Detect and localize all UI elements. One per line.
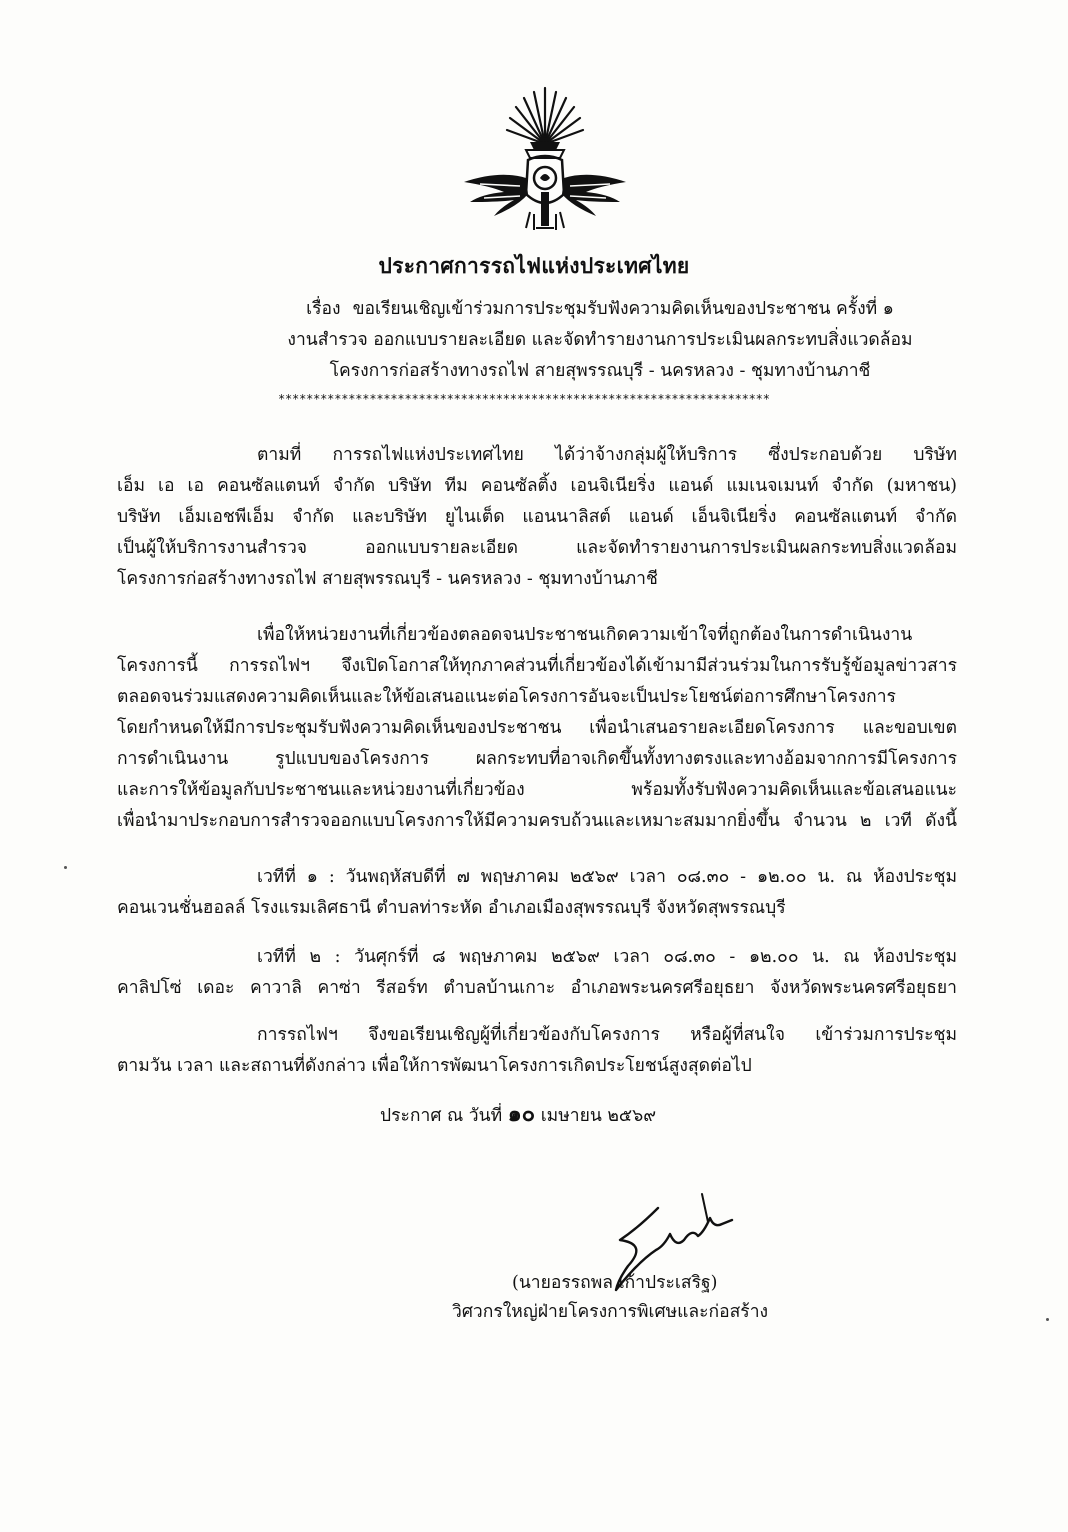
divider-stars: ********************************************************************** xyxy=(278,392,770,406)
paragraph-line: เอ็ม เอ เอ คอนซัลแตนท์ จำกัด บริษัท ทีม คอนซัลติ้ง เอนจิเนียริ่ง แอนด์ แมเนจเมนท์ จำกัด (มหาชน) xyxy=(117,476,957,496)
subject-line-2: งานสำรวจ ออกแบบรายละเอียด และจัดทำรายงานการประเมินผลกระทบสิ่งแวดล้อม xyxy=(287,330,913,350)
subject-prefix: เรื่อง xyxy=(306,299,341,319)
paragraph-line: ตามที่ การรถไฟแห่งประเทศไทย ได้ว่าจ้างกลุ่มผู้ให้บริการ ซึ่งประกอบด้วย บริษัท xyxy=(257,445,957,465)
page-title: ประกาศการรถไฟแห่งประเทศไทย xyxy=(378,253,690,278)
paragraph-line: การดำเนินงาน รูปแบบของโครงการ ผลกระทบที่อาจเกิดขึ้นทั้งทางตรงและทางอ้อมจากการมีโครงการ xyxy=(117,749,957,769)
scan-speck xyxy=(1046,1318,1049,1321)
paragraph-line: บริษัท เอ็มเอชพีเอ็ม จำกัด และบริษัท ยูไนเต็ด แอนนาลิสต์ แอนด์ เอ็นจิเนียริ่ง คอนซัลแตนท์ จำกัด xyxy=(117,507,957,527)
state-railway-of-thailand-emblem-icon xyxy=(460,82,630,237)
subject-line-1-text: ขอเรียนเชิญเข้าร่วมการประชุมรับฟังความคิดเห็นของประชาชน ครั้งที่ ๑ xyxy=(352,299,894,319)
signer-name: (นายอรรถพล เก้าประเสริฐ) xyxy=(512,1273,718,1293)
paragraph-line: โดยกำหนดให้มีการประชุมรับฟังความคิดเห็นของประชาชน เพื่อนำเสนอรายละเอียดโครงการ และขอบเขต xyxy=(117,718,957,738)
announcement-prefix: ประกาศ ณ วันที่ xyxy=(380,1106,503,1126)
session-line: เวทีที่ ๑ : วันพฤหัสบดีที่ ๗ พฤษภาคม ๒๕๖๙ เวลา ๐๘.๓๐ - ๑๒.๐๐ น. ณ ห้องประชุม xyxy=(257,867,957,887)
paragraph-line: เพื่อให้หน่วยงานที่เกี่ยวข้องตลอดจนประชาชนเกิดความเข้าใจที่ถูกต้องในการดำเนินงาน xyxy=(257,625,913,645)
session-2 xyxy=(117,942,957,1004)
announcement-month-year: เมษายน ๒๕๖๙ xyxy=(540,1106,657,1126)
paragraph-line: เป็นผู้ให้บริการงานสำรวจ ออกแบบรายละเอียด และจัดทำรายงานการประเมินผลกระทบสิ่งแวดล้อม xyxy=(117,538,957,558)
scan-speck xyxy=(64,866,67,869)
subject-block xyxy=(240,294,960,387)
signer-position: วิศวกรใหญ่ฝ่ายโครงการพิเศษและก่อสร้าง xyxy=(452,1302,769,1322)
paragraph-line: ตลอดจนร่วมแสดงความคิดเห็นและให้ข้อเสนอแนะต่อโครงการอันจะเป็นประโยชน์ต่อการศึกษาโครงการ xyxy=(117,687,896,707)
session-line: คาลิปโซ่ เดอะ คาวาลิ คาซ่า รีสอร์ท ตำบลบ้านเกาะ อำเภอพระนครศรีอยุธยา จังหวัดพระนครศรีอยุธยา xyxy=(117,978,957,998)
paragraph-line: โครงการนี้ การรถไฟฯ จึงเปิดโอกาสให้ทุกภาคส่วนที่เกี่ยวข้องได้เข้ามามีส่วนร่วมในการรับรู้ข้อมูลข่าวสาร xyxy=(117,656,957,676)
paragraph-2 xyxy=(117,620,957,837)
closing-paragraph xyxy=(117,1020,957,1082)
announcement-day: ๑๐ xyxy=(507,1101,536,1127)
subject-line-3: โครงการก่อสร้างทางรถไฟ สายสุพรรณบุรี - นครหลวง - ชุมทางบ้านภาชี xyxy=(329,361,871,381)
closing-line: ตามวัน เวลา และสถานที่ดังกล่าว เพื่อให้การพัฒนาโครงการเกิดประโยชน์สูงสุดต่อไป xyxy=(117,1056,752,1076)
closing-line: การรถไฟฯ จึงขอเรียนเชิญผู้ที่เกี่ยวข้องกับโครงการ หรือผู้ที่สนใจ เข้าร่วมการประชุม xyxy=(257,1025,957,1045)
subject-line-1 xyxy=(240,294,960,325)
paragraph-line: โครงการก่อสร้างทางรถไฟ สายสุพรรณบุรี - นครหลวง - ชุมทางบ้านภาชี xyxy=(117,569,658,589)
announcement-date xyxy=(380,1096,656,1131)
session-line: คอนเวนชั่นฮอลล์ โรงแรมเลิศธานี ตำบลท่าระหัด อำเภอเมืองสุพรรณบุรี จังหวัดสุพรรณบุรี xyxy=(117,898,786,918)
paragraph-line: และการให้ข้อมูลกับประชาชนและหน่วยงานที่เกี่ยวข้อง พร้อมทั้งรับฟังความคิดเห็นและข้อเสนอแนะ xyxy=(117,780,957,800)
session-1 xyxy=(117,862,957,924)
paragraph-1 xyxy=(117,440,957,595)
session-line: เวทีที่ ๒ : วันศุกร์ที่ ๘ พฤษภาคม ๒๕๖๙ เวลา ๐๘.๓๐ - ๑๒.๐๐ น. ณ ห้องประชุม xyxy=(257,947,957,967)
paragraph-line: เพื่อนำมาประกอบการสำรวจออกแบบโครงการให้มีความครบถ้วนและเหมาะสมมากยิ่งขึ้น จำนวน ๒ เวที ดังนี้ xyxy=(117,811,957,831)
